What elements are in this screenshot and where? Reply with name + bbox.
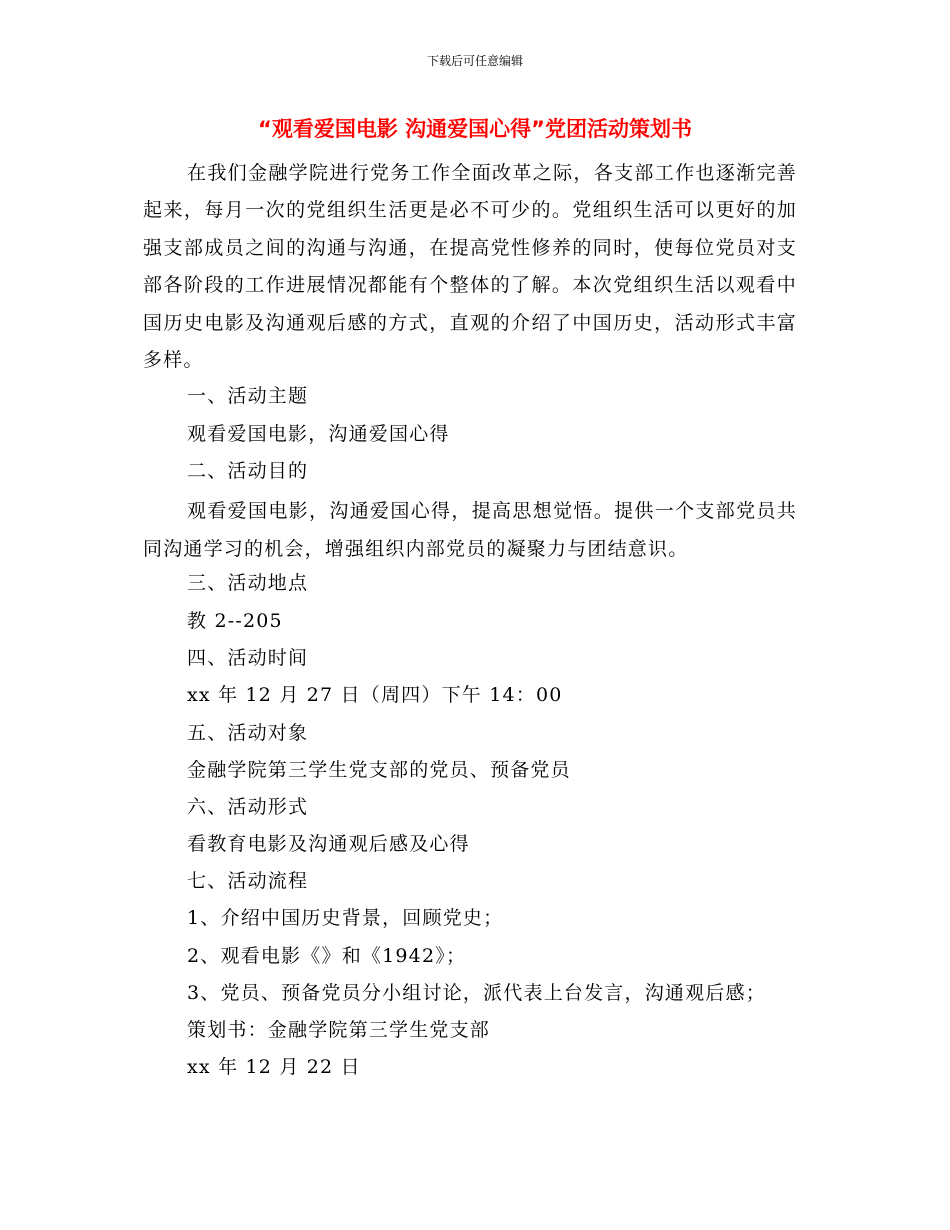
date-line: xx 年 12 月 22 日 — [187, 1056, 361, 1078]
purpose-text: 观看爱国电影，沟通爱国心得，提高思想觉悟。提供一个支部党员共同沟通学习的机会，增强组织内部党员的凝聚力与团结意识。 — [143, 500, 797, 560]
intro-paragraph: 在我们金融学院进行党务工作全面改革之际，各支部工作也逐渐完善起来，每月一次的党组织生活更是必不可少的。党组织生活可以更好的加强支部成员之间的沟通与沟通，在提高党性修养的同时，使每位党员对支部各阶段的工作进展情况都能有个整体的了解。本次党组织生活以观看中国历史电影及沟通观后感的方式，直观的介绍了中国历史，活动形式丰富多样。 — [143, 162, 797, 372]
theme-text: 观看爱国电影，沟通爱国心得 — [187, 423, 450, 445]
header-note: 下载后可任意编辑 — [426, 54, 523, 68]
purpose-heading: 二、活动目的 — [187, 460, 309, 482]
form-text: 看教育电影及沟通观后感及心得 — [187, 833, 470, 855]
planner-line: 策划书：金融学院第三学生党支部 — [187, 1019, 491, 1041]
process-step: 3、党员、预备党员分小组讨论，派代表上台发言，沟通观后感； — [187, 982, 766, 1004]
location-text: 教 2--205 — [187, 610, 283, 632]
document-title: “观看爱国电影 沟通爱国心得”党团活动策划书 — [258, 117, 692, 141]
process-step: 1、介绍中国历史背景，回顾党史； — [187, 907, 504, 929]
process-heading: 七、活动流程 — [187, 870, 309, 892]
location-heading: 三、活动地点 — [187, 572, 309, 594]
theme-heading: 一、活动主题 — [187, 385, 309, 407]
audience-text: 金融学院第三学生党支部的党员、预备党员 — [187, 759, 571, 781]
audience-heading: 五、活动对象 — [187, 722, 309, 744]
time-heading: 四、活动时间 — [187, 647, 309, 669]
form-heading: 六、活动形式 — [187, 796, 309, 818]
time-text: xx 年 12 月 27 日（周四）下午 14：00 — [187, 684, 563, 706]
process-step: 2、观看电影《》和《1942》； — [187, 945, 467, 967]
